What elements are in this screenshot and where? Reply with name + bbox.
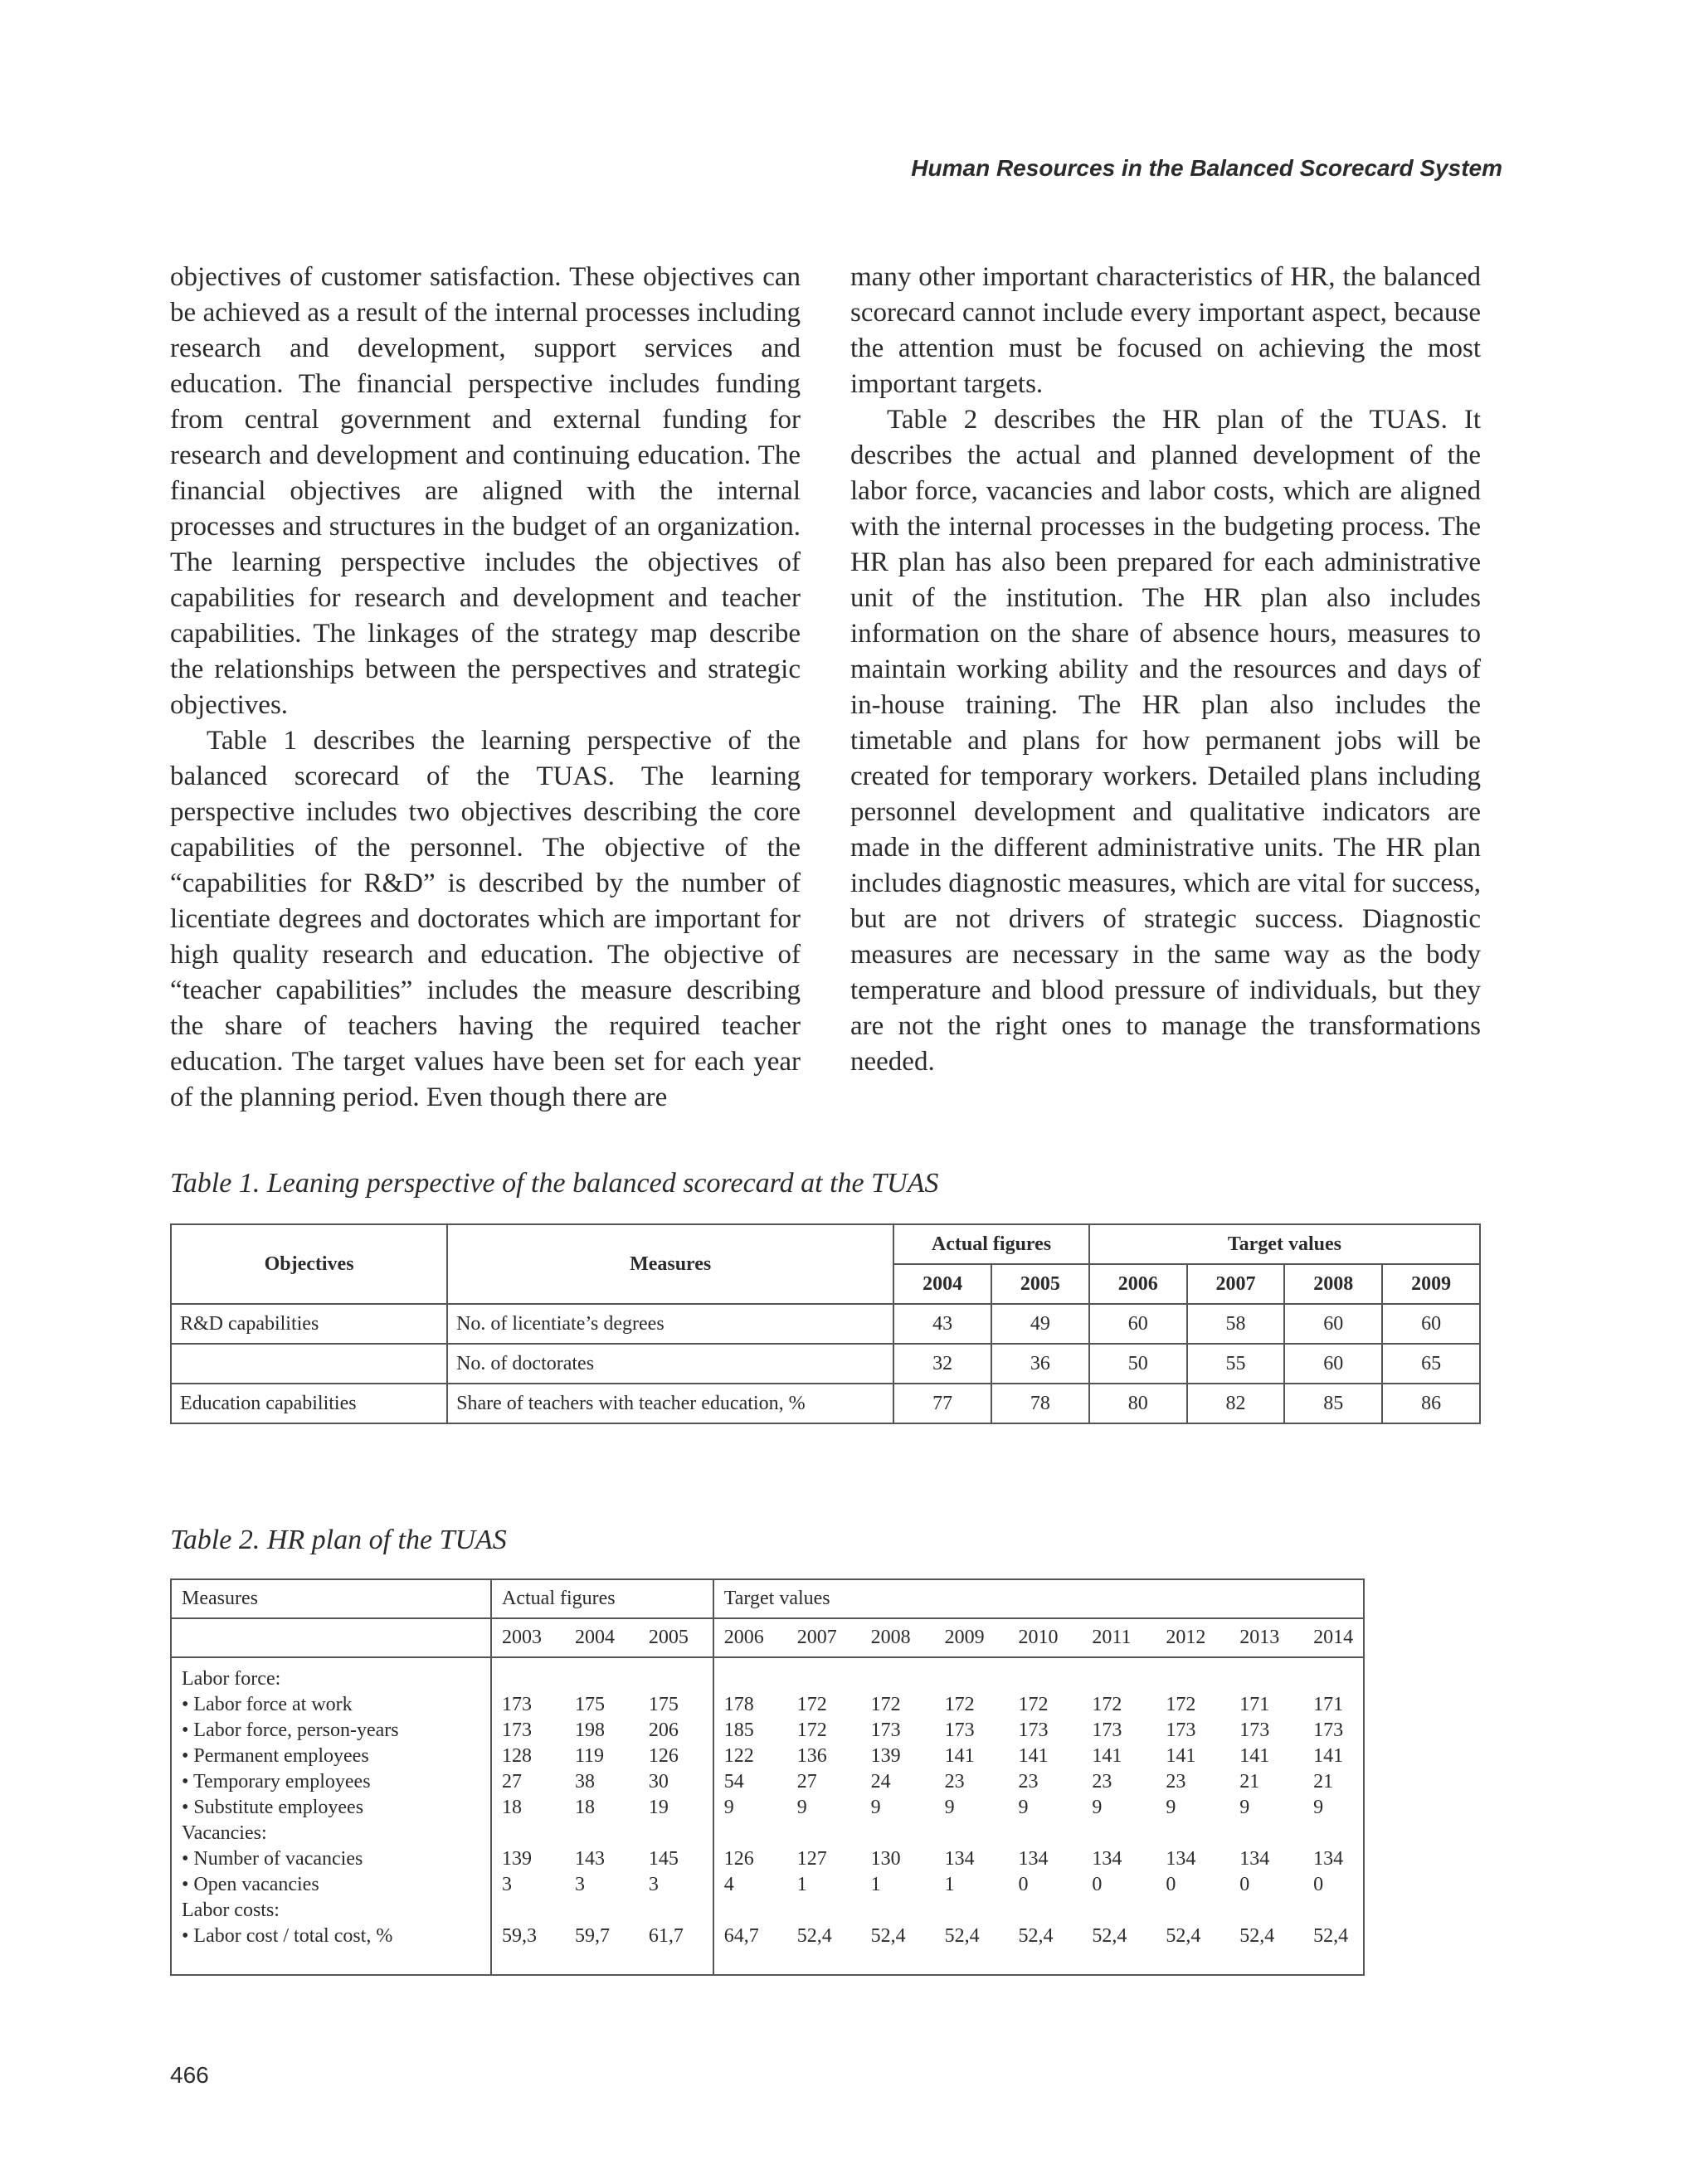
- table2-cell: 172: [1092, 1694, 1122, 1715]
- table2-cell: [871, 1898, 935, 1924]
- table2-cell: 30: [648, 1771, 669, 1792]
- table2-cell: [649, 1666, 713, 1692]
- table2-cell: 128: [502, 1745, 533, 1767]
- table1-cell: 65: [1382, 1344, 1480, 1384]
- table2-cell: [575, 1666, 639, 1692]
- table2-values-column: [639, 1657, 713, 1975]
- table2-cell: 52,4: [1092, 1925, 1127, 1947]
- table1-cell: 49: [991, 1304, 1089, 1344]
- table2-cell: 59,7: [574, 1925, 610, 1947]
- table1-cell: 60: [1284, 1344, 1382, 1384]
- table2-cell: [724, 1898, 787, 1924]
- table1-objective: Education capabilities: [171, 1384, 447, 1423]
- table2-cell: [649, 1898, 713, 1924]
- table2-row-label: • Open vacancies: [182, 1874, 319, 1895]
- table1-header-target: Target values: [1089, 1224, 1480, 1264]
- table2-year: 2006: [713, 1618, 787, 1657]
- table2-values-column: [1156, 1657, 1229, 1975]
- table2-cell: 178: [723, 1694, 754, 1715]
- table1-header-actual: Actual figures: [893, 1224, 1089, 1264]
- table1-header-objectives: Objectives: [171, 1224, 447, 1304]
- table2-cell: 21: [1313, 1771, 1334, 1792]
- table2-cell: 134: [1018, 1848, 1049, 1870]
- table1-year: 2009: [1382, 1264, 1480, 1304]
- table2-labels-column: [171, 1657, 491, 1975]
- table2-cell: 145: [648, 1848, 679, 1870]
- table2-year: 2011: [1082, 1618, 1156, 1657]
- table1-year: 2007: [1187, 1264, 1285, 1304]
- table2-cell: 171: [1313, 1694, 1344, 1715]
- table2-cell: 141: [1018, 1745, 1049, 1767]
- table2-cell: 173: [1018, 1719, 1049, 1741]
- table1-year: 2005: [991, 1264, 1089, 1304]
- table2-cell: 9: [1092, 1797, 1103, 1818]
- table1-measure: No. of licentiate’s degrees: [447, 1304, 893, 1344]
- table2-year: 2007: [787, 1618, 861, 1657]
- page-number: 466: [170, 2062, 209, 2088]
- table2-cell: 1: [870, 1874, 881, 1895]
- table2-year: 2009: [935, 1618, 1009, 1657]
- table2-cell: 9: [796, 1797, 807, 1818]
- table2-body: [171, 1657, 1364, 1975]
- table1-cell: 77: [893, 1384, 991, 1423]
- table1-measure: Share of teachers with teacher education, %: [447, 1384, 893, 1423]
- table2-row-label: Vacancies:: [182, 1822, 267, 1844]
- table2-values-column: [1229, 1657, 1303, 1975]
- table2-values-column: [787, 1657, 861, 1975]
- table1-header-measures: Measures: [447, 1224, 893, 1304]
- table2-values-column: [713, 1657, 787, 1975]
- table2-cell: 173: [1166, 1719, 1196, 1741]
- table2-cell: [1166, 1898, 1229, 1924]
- table2-cell: 143: [574, 1848, 605, 1870]
- table2-cell: [575, 1898, 639, 1924]
- table2-cell: 173: [1092, 1719, 1122, 1741]
- right-column: [850, 260, 1481, 1080]
- table2-cell: 198: [574, 1719, 605, 1741]
- table2-cell: 18: [574, 1797, 595, 1818]
- table2-cell: 27: [502, 1771, 523, 1792]
- table2-cell: [1018, 1898, 1082, 1924]
- table2-cell: [945, 1821, 1009, 1846]
- table1-cell: 82: [1187, 1384, 1285, 1423]
- table2-cell: 126: [723, 1848, 754, 1870]
- table2-cell: 173: [870, 1719, 901, 1741]
- table2-cell: [1313, 1821, 1363, 1846]
- table2-cell: 52,4: [870, 1925, 906, 1947]
- table2-cell: 54: [723, 1771, 744, 1792]
- table2-cell: 52,4: [1018, 1925, 1054, 1947]
- table2-header-blank: [171, 1618, 491, 1657]
- table2-cell: 9: [1018, 1797, 1029, 1818]
- table1-cell: 86: [1382, 1384, 1480, 1423]
- table2-cell: 175: [574, 1694, 605, 1715]
- table1-caption: Table 1. Leaning perspective of the balanced scorecard at the TUAS: [170, 1168, 939, 1199]
- table2-year: 2010: [1008, 1618, 1082, 1657]
- table1: [170, 1223, 1481, 1424]
- table2-cell: [797, 1898, 861, 1924]
- table2-cell: [1092, 1898, 1156, 1924]
- table2-cell: 0: [1018, 1874, 1029, 1895]
- table2-cell: [649, 1821, 713, 1846]
- table1-cell: 58: [1187, 1304, 1285, 1344]
- table2-cell: [724, 1666, 787, 1692]
- table2-cell: 9: [870, 1797, 881, 1818]
- table2-row-label: • Temporary employees: [182, 1771, 371, 1792]
- table2-cell: 64,7: [723, 1925, 759, 1947]
- left-paragraph-2: Table 1 describes the learning perspective of the balanced scorecard of the TUAS. The learning perspective includes two objectives describing the core capabilities of the personnel. The objective of the “capabilities for R&D” is described by the number of licentiate degrees and doctorates which are important for high quality research and education. The objective of “teacher capabilities” includes the measure describing the share of teachers having the required teacher education. The target values have been set for each year of the planning period. Even though there are: [170, 726, 801, 1112]
- table1-cell: 43: [893, 1304, 991, 1344]
- table2-cell: [1018, 1821, 1082, 1846]
- table2-values-column: [935, 1657, 1009, 1975]
- table1-objective: [171, 1344, 447, 1384]
- table2-cell: 173: [502, 1719, 533, 1741]
- table2-values-column: [1082, 1657, 1156, 1975]
- table2-cell: 1: [796, 1874, 807, 1895]
- table2-cell: 139: [502, 1848, 533, 1870]
- table2-row-label: Labor force:: [182, 1668, 281, 1690]
- table2-cell: 23: [1018, 1771, 1039, 1792]
- right-paragraph-2: Table 2 describes the HR plan of the TUAS. It describes the actual and planned development of the labor force, vacancies and labor costs, which are aligned with the internal processes in the budgeting process. The HR plan has also been prepared for each administrative unit of the institution. The HR plan also includes information on the share of absence hours, measures to maintain working ability and the resources and days of in-house training. The HR plan also includes the timetable and plans for how permanent jobs will be created for temporary workers. Detailed plans including personnel development and qualitative indicators are made in the different administrative units. The HR plan includes diagnostic measures, which are vital for success, but are not drivers of strategic success. Diagnostic measures are necessary in the same way as the body temperature and blood pressure of individuals, but they are not the right ones to manage the transformations needed.: [850, 405, 1481, 1077]
- table1-cell: 78: [991, 1384, 1089, 1423]
- table2-cell: 21: [1239, 1771, 1260, 1792]
- table2-cell: 139: [870, 1745, 901, 1767]
- table2-cell: 19: [648, 1797, 669, 1818]
- running-head: Human Resources in the Balanced Scorecard System: [911, 155, 1502, 181]
- table2-cell: 52,4: [944, 1925, 980, 1947]
- table2-cell: 141: [1092, 1745, 1122, 1767]
- table2-cell: 141: [944, 1745, 975, 1767]
- table2-cell: [575, 1821, 639, 1846]
- table2-cell: [1166, 1666, 1229, 1692]
- table2-year: 2003: [491, 1618, 565, 1657]
- table2-cell: 134: [1239, 1848, 1270, 1870]
- table2-cell: 52,4: [1313, 1925, 1349, 1947]
- table2-cell: [797, 1821, 861, 1846]
- table2-cell: 52,4: [1166, 1925, 1201, 1947]
- table2-cell: [502, 1666, 565, 1692]
- table-row: [171, 1344, 1480, 1384]
- table1-cell: 50: [1089, 1344, 1187, 1384]
- table2-cell: 172: [944, 1694, 975, 1715]
- table2-cell: 173: [944, 1719, 975, 1741]
- table2-cell: 38: [574, 1771, 595, 1792]
- table2-cell: 27: [796, 1771, 817, 1792]
- table2-cell: 9: [1239, 1797, 1250, 1818]
- table2-header-measures: Measures: [171, 1579, 491, 1618]
- left-paragraph-1: objectives of customer satisfaction. These objectives can be achieved as a result of the internal processes including research and development, support services and education. The financial perspective includes funding from central government and external funding for research and development and continuing education. The financial objectives are aligned with the internal processes and structures in the budget of an organization. The learning perspective includes the objectives of capabilities for research and development and teacher capabilities. The linkages of the strategy map describe the relationships between the perspectives and strategic objectives.: [170, 262, 801, 720]
- table2-cell: 134: [1313, 1848, 1344, 1870]
- table2-cell: 18: [502, 1797, 523, 1818]
- table2-cell: 0: [1166, 1874, 1176, 1895]
- table2-cell: [1018, 1666, 1082, 1692]
- table2-cell: [871, 1821, 935, 1846]
- table2-cell: 134: [1092, 1848, 1122, 1870]
- left-column: [170, 260, 801, 1116]
- table1-cell: 32: [893, 1344, 991, 1384]
- table2-year: 2013: [1229, 1618, 1303, 1657]
- table1-cell: 85: [1284, 1384, 1382, 1423]
- table1-cell: 36: [991, 1344, 1089, 1384]
- table2-cell: 52,4: [796, 1925, 832, 1947]
- table2-row-label: Labor costs:: [182, 1899, 280, 1921]
- table2-cell: 0: [1092, 1874, 1103, 1895]
- table2-cell: 172: [796, 1694, 827, 1715]
- table2-cell: 3: [648, 1874, 659, 1895]
- table2-values-column: [1008, 1657, 1082, 1975]
- table2-row-label: • Labor force, person-years: [182, 1719, 399, 1741]
- table1-measure: No. of doctorates: [447, 1344, 893, 1384]
- table2-cell: [945, 1898, 1009, 1924]
- table2-year: 2005: [639, 1618, 713, 1657]
- table2-cell: 9: [1166, 1797, 1176, 1818]
- table2-year: 2004: [565, 1618, 639, 1657]
- table2-cell: 173: [502, 1694, 533, 1715]
- table2-cell: 122: [723, 1745, 754, 1767]
- table2-cell: 185: [723, 1719, 754, 1741]
- table2-cell: 9: [1313, 1797, 1324, 1818]
- table2-cell: 173: [1239, 1719, 1270, 1741]
- table2-cell: 1: [944, 1874, 955, 1895]
- table1-cell: 80: [1089, 1384, 1187, 1423]
- table2-cell: 172: [796, 1719, 827, 1741]
- table2-cell: 61,7: [648, 1925, 684, 1947]
- table2-cell: [945, 1666, 1009, 1692]
- table2-cell: 24: [870, 1771, 891, 1792]
- table1-year: 2008: [1284, 1264, 1382, 1304]
- table2-cell: 119: [574, 1745, 605, 1767]
- table2-cell: 136: [796, 1745, 827, 1767]
- table2-row-label: • Substitute employees: [182, 1797, 364, 1818]
- table2-cell: 173: [1313, 1719, 1344, 1741]
- table2-cell: [502, 1821, 565, 1846]
- table2-cell: 175: [648, 1694, 679, 1715]
- table2-cell: [1239, 1821, 1303, 1846]
- table2-header-target: Target values: [713, 1579, 1364, 1618]
- table1-cell: 60: [1382, 1304, 1480, 1344]
- table2-cell: 141: [1239, 1745, 1270, 1767]
- right-paragraph-1: many other important characteristics of HR, the balanced scorecard cannot include every important aspect, because the attention must be focused on achieving the most important targets.: [850, 262, 1481, 399]
- table2-cell: 130: [870, 1848, 901, 1870]
- table2-year: 2008: [861, 1618, 935, 1657]
- table1-year: 2006: [1089, 1264, 1187, 1304]
- table2-cell: [1166, 1821, 1229, 1846]
- table2-cell: [1239, 1898, 1303, 1924]
- table2-year: 2014: [1303, 1618, 1364, 1657]
- table2-cell: 4: [723, 1874, 734, 1895]
- table2-cell: 23: [944, 1771, 965, 1792]
- table2-header-actual: Actual figures: [491, 1579, 713, 1618]
- table2-values-column: [861, 1657, 935, 1975]
- table2-cell: 134: [944, 1848, 975, 1870]
- table2-values-column: [565, 1657, 639, 1975]
- table2-row-label: • Permanent employees: [182, 1745, 369, 1767]
- table2-cell: [1313, 1898, 1363, 1924]
- table1-year: 2004: [893, 1264, 991, 1304]
- table-row: [171, 1304, 1480, 1344]
- table1-objective: R&D capabilities: [171, 1304, 447, 1344]
- table1-cell: 60: [1089, 1304, 1187, 1344]
- table2: [170, 1578, 1365, 1976]
- table2-cell: 172: [1166, 1694, 1196, 1715]
- table2-cell: 172: [870, 1694, 901, 1715]
- table2-cell: 59,3: [502, 1925, 538, 1947]
- table2-cell: 206: [648, 1719, 679, 1741]
- table2-cell: 3: [574, 1874, 585, 1895]
- table1-cell: 55: [1187, 1344, 1285, 1384]
- table2-cell: [724, 1821, 787, 1846]
- table2-cell: 141: [1313, 1745, 1344, 1767]
- table2-cell: 52,4: [1239, 1925, 1275, 1947]
- table2-values-column: [491, 1657, 565, 1975]
- table2-row-label: • Labor force at work: [182, 1694, 353, 1715]
- table2-cell: 3: [502, 1874, 513, 1895]
- table2-cell: [502, 1898, 565, 1924]
- table2-cell: 126: [648, 1745, 679, 1767]
- table2-row-label: • Number of vacancies: [182, 1848, 363, 1870]
- table2-cell: [871, 1666, 935, 1692]
- table1-cell: 60: [1284, 1304, 1382, 1344]
- table2-cell: 171: [1239, 1694, 1270, 1715]
- table2-cell: [1239, 1666, 1303, 1692]
- table2-cell: 172: [1018, 1694, 1049, 1715]
- table2-caption: Table 2. HR plan of the TUAS: [170, 1525, 507, 1555]
- table2-cell: 9: [944, 1797, 955, 1818]
- table2-cell: [1092, 1666, 1156, 1692]
- table2-cell: [1092, 1821, 1156, 1846]
- table2-cell: 127: [796, 1848, 827, 1870]
- table2-year: 2012: [1156, 1618, 1229, 1657]
- table-row: [171, 1384, 1480, 1423]
- table2-cell: 9: [723, 1797, 734, 1818]
- table2-cell: 23: [1092, 1771, 1112, 1792]
- table2-cell: 23: [1166, 1771, 1186, 1792]
- table2-values-column: [1303, 1657, 1364, 1975]
- table2-cell: 0: [1313, 1874, 1324, 1895]
- table2-row-label: • Labor cost / total cost, %: [182, 1925, 393, 1947]
- table2-cell: [797, 1666, 861, 1692]
- table2-cell: 134: [1166, 1848, 1196, 1870]
- table2-cell: 0: [1239, 1874, 1250, 1895]
- table2-cell: 141: [1166, 1745, 1196, 1767]
- table2-cell: [1313, 1666, 1363, 1692]
